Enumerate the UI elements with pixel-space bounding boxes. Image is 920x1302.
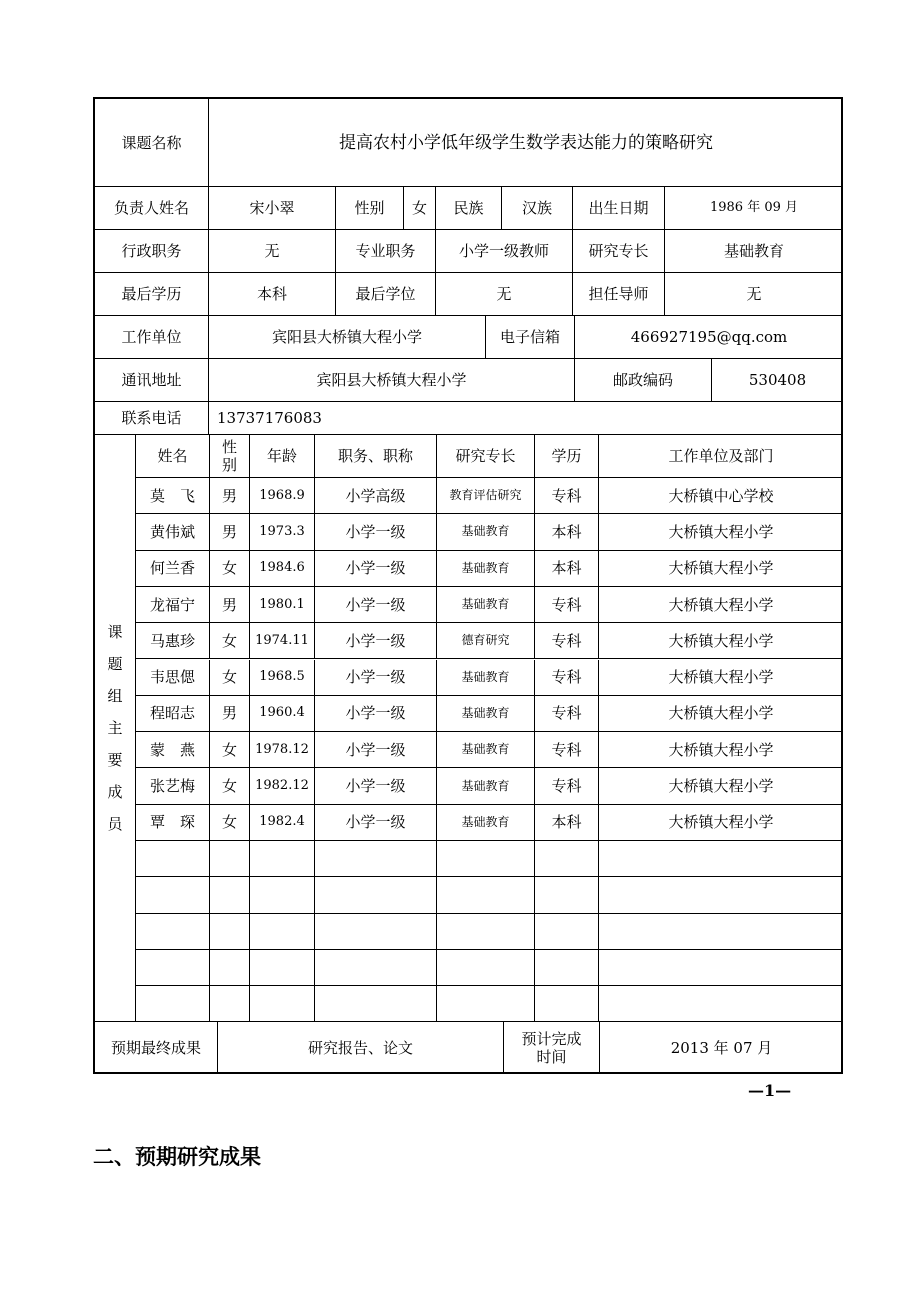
member-cell-unit bbox=[599, 986, 843, 1022]
member-cell-name: 蒙 燕 bbox=[136, 732, 210, 768]
member-cell-unit: 大桥镇大程小学 bbox=[599, 732, 843, 768]
member-cell-gender bbox=[210, 950, 250, 986]
member-cell-name: 张艺梅 bbox=[136, 768, 210, 804]
member-cell-gender: 男 bbox=[210, 514, 250, 550]
col-header-unit: 工作单位及部门 bbox=[599, 435, 843, 478]
side-char: 组 bbox=[107, 687, 123, 705]
member-cell-unit: 大桥镇中心学校 bbox=[599, 478, 843, 514]
member-cell-unit bbox=[599, 841, 843, 877]
member-cell-specialty: 基础教育 bbox=[437, 696, 535, 732]
member-cell-title: 小学一级 bbox=[315, 551, 437, 587]
member-cell-education: 专科 bbox=[535, 660, 599, 696]
member-cell-specialty bbox=[437, 950, 535, 986]
member-cell-unit: 大桥镇大程小学 bbox=[599, 551, 843, 587]
member-cell-title: 小学一级 bbox=[315, 768, 437, 804]
member-cell-title bbox=[315, 914, 437, 950]
member-cell-age: 1982.12 bbox=[250, 768, 315, 804]
member-cell-name: 覃 琛 bbox=[136, 805, 210, 841]
col-header-specialty: 研究专长 bbox=[437, 435, 535, 478]
member-cell-age bbox=[250, 986, 315, 1022]
mentor-label: 担任导师 bbox=[573, 273, 665, 316]
admin-post-label: 行政职务 bbox=[95, 230, 209, 273]
member-cell-education: 专科 bbox=[535, 623, 599, 659]
member-cell-unit: 大桥镇大程小学 bbox=[599, 768, 843, 804]
member-cell-title: 小学一级 bbox=[315, 660, 437, 696]
member-cell-specialty: 基础教育 bbox=[437, 660, 535, 696]
member-cell-age: 1968.9 bbox=[250, 478, 315, 514]
member-cell-gender bbox=[210, 914, 250, 950]
outcome-value: 研究报告、论文 bbox=[218, 1022, 504, 1074]
member-cell-education: 专科 bbox=[535, 478, 599, 514]
member-cell-name bbox=[136, 877, 210, 913]
member-cell-gender: 男 bbox=[210, 587, 250, 623]
address: 宾阳县大桥镇大程小学 bbox=[209, 359, 575, 402]
member-cell-title: 小学一级 bbox=[315, 732, 437, 768]
leader-birth-label: 出生日期 bbox=[573, 187, 665, 230]
col-header-title: 职务、职称 bbox=[315, 435, 437, 478]
member-cell-gender: 女 bbox=[210, 551, 250, 587]
member-cell-name bbox=[136, 986, 210, 1022]
member-cell-specialty: 基础教育 bbox=[437, 805, 535, 841]
member-cell-title: 小学一级 bbox=[315, 514, 437, 550]
member-cell-specialty: 基础教育 bbox=[437, 551, 535, 587]
member-cell-unit: 大桥镇大程小学 bbox=[599, 587, 843, 623]
leader-gender-label: 性别 bbox=[336, 187, 404, 230]
member-cell-title bbox=[315, 877, 437, 913]
education-label: 最后学历 bbox=[95, 273, 209, 316]
member-cell-age: 1978.12 bbox=[250, 732, 315, 768]
member-cell-gender bbox=[210, 986, 250, 1022]
phone: 13737176083 bbox=[209, 402, 843, 435]
mentor: 无 bbox=[665, 273, 843, 316]
member-cell-age: 1974.11 bbox=[250, 623, 315, 659]
email: 466927195@qq.com bbox=[575, 316, 843, 359]
member-cell-gender: 男 bbox=[210, 478, 250, 514]
specialty: 基础教育 bbox=[665, 230, 843, 273]
finish-date: 2013 年 07 月 bbox=[670, 1039, 773, 1057]
finish-label: 预计完成时间 bbox=[504, 1022, 600, 1074]
leader-gender: 女 bbox=[404, 187, 436, 230]
member-cell-age: 1960.4 bbox=[250, 696, 315, 732]
pro-post-label: 专业职务 bbox=[336, 230, 436, 273]
member-cell-education: 专科 bbox=[535, 696, 599, 732]
member-cell-education: 专科 bbox=[535, 732, 599, 768]
member-cell-unit: 大桥镇大程小学 bbox=[599, 805, 843, 841]
member-cell-education: 专科 bbox=[535, 768, 599, 804]
side-char: 主 bbox=[107, 719, 123, 737]
member-cell-age: 1968.5 bbox=[250, 660, 315, 696]
member-cell-gender: 女 bbox=[210, 768, 250, 804]
member-cell-unit: 大桥镇大程小学 bbox=[599, 660, 843, 696]
member-cell-unit: 大桥镇大程小学 bbox=[599, 623, 843, 659]
member-cell-education bbox=[535, 914, 599, 950]
member-cell-age bbox=[250, 914, 315, 950]
member-cell-gender: 女 bbox=[210, 732, 250, 768]
member-cell-age: 1980.1 bbox=[250, 587, 315, 623]
member-cell-unit bbox=[599, 950, 843, 986]
member-cell-name: 龙福宁 bbox=[136, 587, 210, 623]
workplace: 宾阳县大桥镇大程小学 bbox=[209, 316, 486, 359]
member-cell-name: 程昭志 bbox=[136, 696, 210, 732]
leader-ethnicity: 汉族 bbox=[502, 187, 573, 230]
member-cell-unit bbox=[599, 914, 843, 950]
member-cell-title bbox=[315, 986, 437, 1022]
members-side-label bbox=[95, 435, 136, 1022]
admin-post: 无 bbox=[209, 230, 336, 273]
leader-birth: 1986 年 09 月 bbox=[665, 187, 843, 230]
degree: 无 bbox=[436, 273, 573, 316]
leader-ethnicity-label: 民族 bbox=[436, 187, 502, 230]
member-cell-title bbox=[315, 841, 437, 877]
member-cell-age: 1984.6 bbox=[250, 551, 315, 587]
outcome-label: 预期最终成果 bbox=[95, 1022, 218, 1074]
member-cell-specialty bbox=[437, 877, 535, 913]
member-cell-education: 本科 bbox=[535, 805, 599, 841]
member-cell-name bbox=[136, 914, 210, 950]
phone-label: 联系电话 bbox=[95, 402, 209, 435]
section-heading: 二、预期研究成果 bbox=[93, 1145, 261, 1169]
member-cell-education: 本科 bbox=[535, 514, 599, 550]
member-cell-unit bbox=[599, 877, 843, 913]
side-char: 员 bbox=[107, 815, 123, 833]
specialty-label: 研究专长 bbox=[573, 230, 665, 273]
leader-name: 宋小翠 bbox=[209, 187, 336, 230]
application-form bbox=[93, 97, 843, 1074]
page-number: —1— bbox=[748, 1081, 792, 1100]
member-cell-education bbox=[535, 986, 599, 1022]
member-cell-gender: 女 bbox=[210, 660, 250, 696]
topic-label: 课题名称 bbox=[95, 99, 209, 187]
member-cell-title: 小学一级 bbox=[315, 805, 437, 841]
side-char: 成 bbox=[107, 783, 123, 801]
topic-value: 提高农村小学低年级学生数学表达能力的策略研究 bbox=[209, 99, 843, 187]
member-cell-title: 小学一级 bbox=[315, 587, 437, 623]
leader-name-label: 负责人姓名 bbox=[95, 187, 209, 230]
member-cell-specialty: 教育评估研究 bbox=[437, 478, 535, 514]
pro-post: 小学一级教师 bbox=[436, 230, 573, 273]
col-header-age: 年龄 bbox=[250, 435, 315, 478]
email-label: 电子信箱 bbox=[486, 316, 575, 359]
member-cell-title bbox=[315, 950, 437, 986]
member-cell-name: 何兰香 bbox=[136, 551, 210, 587]
member-cell-age bbox=[250, 877, 315, 913]
member-cell-specialty bbox=[437, 986, 535, 1022]
side-char: 要 bbox=[107, 751, 123, 769]
col-header-name: 姓名 bbox=[136, 435, 210, 478]
workplace-label: 工作单位 bbox=[95, 316, 209, 359]
member-cell-specialty: 德育研究 bbox=[437, 623, 535, 659]
member-cell-title: 小学一级 bbox=[315, 623, 437, 659]
member-cell-unit: 大桥镇大程小学 bbox=[599, 514, 843, 550]
member-cell-education bbox=[535, 841, 599, 877]
postcode: 530408 bbox=[712, 359, 843, 402]
education: 本科 bbox=[209, 273, 336, 316]
member-cell-title: 小学一级 bbox=[315, 696, 437, 732]
member-cell-education: 本科 bbox=[535, 551, 599, 587]
member-cell-name: 马惠珍 bbox=[136, 623, 210, 659]
member-cell-education: 专科 bbox=[535, 587, 599, 623]
member-cell-name bbox=[136, 950, 210, 986]
member-cell-gender: 女 bbox=[210, 623, 250, 659]
member-cell-specialty bbox=[437, 841, 535, 877]
col-header-gender: 性别 bbox=[210, 435, 250, 478]
degree-label: 最后学位 bbox=[336, 273, 436, 316]
member-cell-education bbox=[535, 950, 599, 986]
member-cell-specialty: 基础教育 bbox=[437, 732, 535, 768]
postcode-label: 邮政编码 bbox=[575, 359, 712, 402]
member-cell-name: 莫 飞 bbox=[136, 478, 210, 514]
member-cell-title: 小学高级 bbox=[315, 478, 437, 514]
col-header-education: 学历 bbox=[535, 435, 599, 478]
member-cell-age bbox=[250, 841, 315, 877]
member-cell-specialty: 基础教育 bbox=[437, 768, 535, 804]
member-cell-gender: 男 bbox=[210, 696, 250, 732]
side-char: 课 bbox=[107, 623, 123, 641]
member-cell-name bbox=[136, 841, 210, 877]
side-char: 题 bbox=[107, 655, 123, 673]
member-cell-specialty bbox=[437, 914, 535, 950]
member-cell-name: 韦思偲 bbox=[136, 660, 210, 696]
member-cell-age bbox=[250, 950, 315, 986]
member-cell-gender bbox=[210, 877, 250, 913]
member-cell-gender: 女 bbox=[210, 805, 250, 841]
member-cell-unit: 大桥镇大程小学 bbox=[599, 696, 843, 732]
member-cell-age: 1973.3 bbox=[250, 514, 315, 550]
address-label: 通讯地址 bbox=[95, 359, 209, 402]
member-cell-age: 1982.4 bbox=[250, 805, 315, 841]
member-cell-specialty: 基础教育 bbox=[437, 514, 535, 550]
member-cell-gender bbox=[210, 841, 250, 877]
member-cell-specialty: 基础教育 bbox=[437, 587, 535, 623]
member-cell-education bbox=[535, 877, 599, 913]
member-cell-name: 黄伟斌 bbox=[136, 514, 210, 550]
